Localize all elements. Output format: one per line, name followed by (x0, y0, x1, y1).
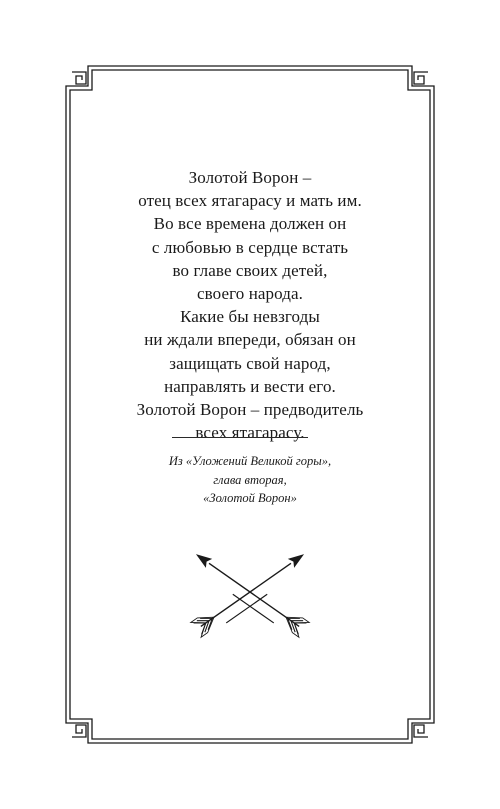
poem-line: с любовью в сердце встать (151, 237, 349, 257)
poem-line: направлять и вести его. (164, 376, 336, 396)
corner-meander-top-right (414, 72, 428, 84)
poem-line: Во все времена должен он (153, 214, 347, 234)
arrow-cross (233, 594, 274, 623)
poem-line: Золотой Ворон – предводитель (136, 400, 364, 420)
poem-line: Какие бы невзгоды (180, 307, 320, 327)
arrow-cross-2 (226, 594, 267, 623)
poem-line: ни ждали впереди, обязан он (144, 330, 356, 350)
divider-rule (172, 437, 308, 438)
epigraph-poem (0, 166, 500, 444)
corner-meander-bottom-right (414, 725, 428, 737)
source-line: Из «Уложений Великой горы», (168, 454, 332, 468)
poem-line: Золотой Ворон – (188, 168, 312, 187)
epigraph-source (0, 452, 500, 508)
source-line: «Золотой Ворон» (203, 491, 297, 506)
poem-line: отец всех ятагарасу и мать им. (138, 191, 362, 211)
poem-line: во главе своих детей, (172, 260, 328, 280)
poem-line: всех ятагарасу. (195, 423, 305, 443)
poem-line: защищать свой народ, (169, 353, 331, 373)
corner-meander-top-left (72, 72, 86, 84)
source-line: глава вторая, (213, 472, 287, 487)
crossed-arrows-icon (175, 540, 325, 640)
corner-meander-bottom-left (72, 725, 86, 737)
poem-line: своего народа. (196, 284, 303, 304)
